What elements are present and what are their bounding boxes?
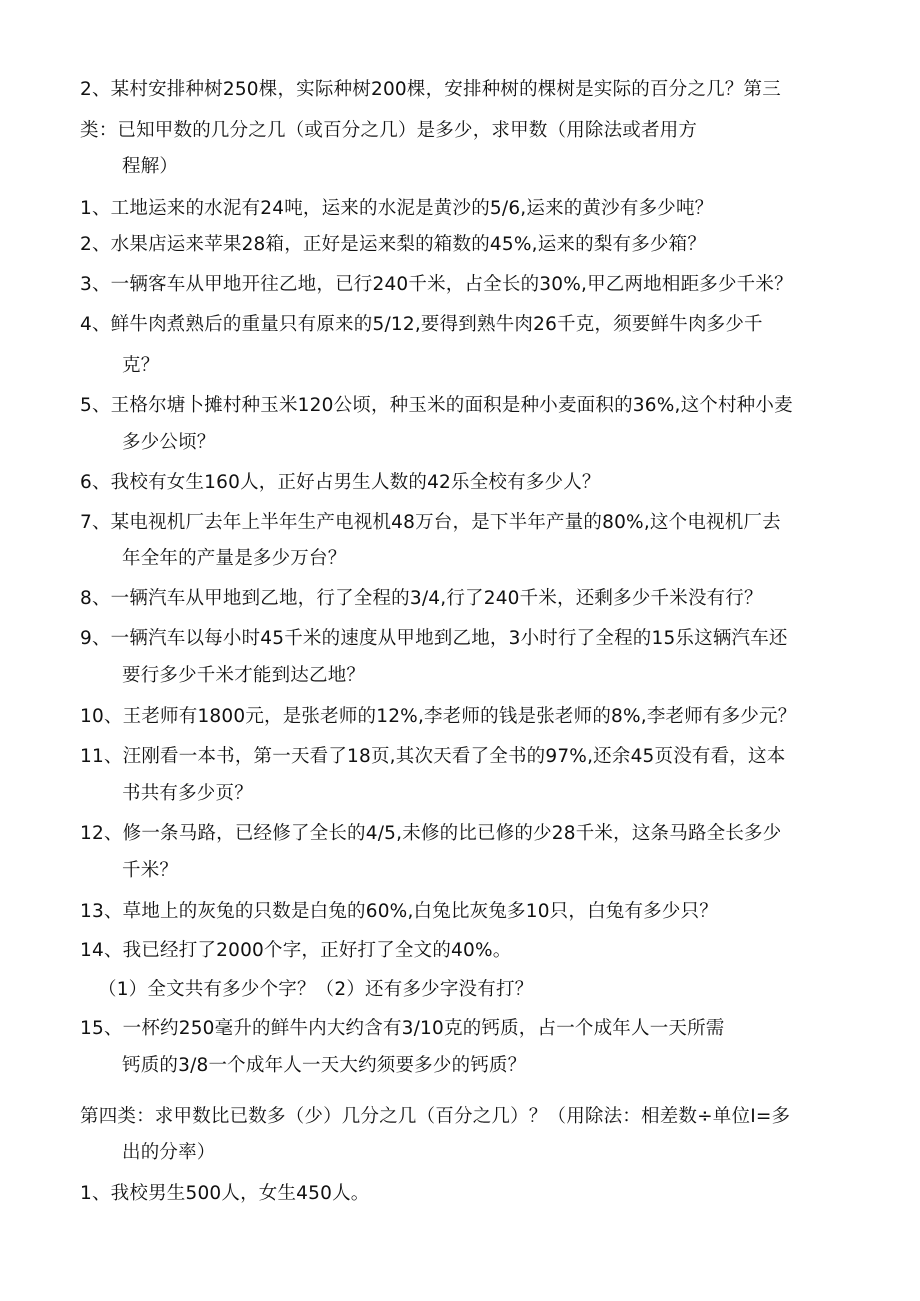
line-text: 出的分率）: [122, 1142, 216, 1163]
problem-line: [80, 1182, 370, 1206]
problem-line: [80, 627, 788, 651]
problem-line: [98, 978, 533, 1002]
problem-line: [80, 1017, 725, 1041]
line-text: 8、一辆汽车从甲地到乙地，行了全程的3/4,行了240千米，还剩多少千米没有行？: [80, 588, 763, 609]
line-text: 15、一杯约250毫升的鲜牛内大约含有3/10克的钙质，占一个成年人一天所需: [80, 1018, 725, 1039]
problem-line: [80, 313, 763, 337]
problem-line: [80, 471, 601, 495]
line-text: 7、某电视机厂去年上半年生产电视机48万台，是下半年产量的80%,这个电视机厂去: [80, 512, 781, 533]
problem-line: [80, 233, 706, 257]
line-text: 要行多少千米才能到达乙地？: [122, 665, 366, 686]
problem-line: [80, 587, 763, 611]
line-text: 钙质的3/8一个成年人一天大约须要多少的钙质？: [122, 1055, 527, 1076]
line-text: 书共有多少页？: [122, 783, 253, 804]
problem-line: [80, 745, 785, 769]
line-text: 11、汪刚看一本书，第一天看了18页,其次天看了全书的97%,还余45页没有看，这本: [80, 746, 786, 767]
line-text: 2、水果店运来苹果28箱，正好是运来梨的箱数的45%,运来的梨有多少箱？: [80, 234, 707, 255]
problem-line: [122, 547, 346, 571]
line-text: 9、一辆汽车以每小时45千米的速度从甲地到乙地，3小时行了全程的15乐这辆汽车还: [80, 628, 788, 649]
line-text: 2、某村安排种树250棵，实际种树200棵，安排种树的棵树是实际的百分之几？第三: [80, 79, 781, 100]
line-text: （1）全文共有多少个字？（2）还有多少字没有打？: [98, 979, 534, 1000]
line-text: 第四类：求甲数比已数多（少）几分之几（百分之几）？（用除法：相差数÷单位I=多: [80, 1106, 791, 1127]
line-text: 13、草地上的灰兔的只数是白兔的60%,白兔比灰兔多10只，白兔有多少只？: [80, 901, 718, 922]
problem-line: [80, 705, 796, 729]
problem-line: [80, 511, 781, 535]
line-text: 5、王格尔塘卜摊村种玉米120公顷，种玉米的面积是种小麦面积的36%,这个村种小麦: [80, 395, 793, 416]
section-heading: [80, 1105, 790, 1129]
line-text: 1、工地运来的水泥有24吨，运来的水泥是黄沙的5/6,运来的黄沙有多少吨？: [80, 198, 714, 219]
problem-line: [80, 78, 781, 102]
line-text: 千米？: [122, 860, 179, 881]
line-text: 12、修一条马路，已经修了全长的4/5,未修的比已修的少28千米，这条马路全长多少: [80, 823, 782, 844]
line-text: 程解）: [122, 156, 179, 177]
problem-line: [80, 394, 793, 418]
problem-line: [80, 197, 713, 221]
line-text: 4、鲜牛肉煮熟后的重量只有原来的5/12,要得到熟牛肉26千克，须要鲜牛肉多少千: [80, 314, 763, 335]
problem-line: [80, 900, 718, 924]
line-text: 3、一辆客车从甲地开往乙地，已行240千米，占全长的30%,甲乙两地相距多少千米？: [80, 274, 793, 295]
section-heading: [122, 1141, 216, 1165]
problem-line: [122, 664, 365, 688]
problem-line: [80, 822, 781, 846]
problem-line: [80, 939, 511, 963]
problem-line: [122, 354, 159, 378]
problem-line: [122, 431, 216, 455]
problem-line: [80, 119, 697, 143]
line-text: 多少公顷？: [122, 432, 216, 453]
line-text: 类：已知甲数的几分之几（或百分之几）是多少，求甲数（用除法或者用方: [80, 120, 698, 141]
line-text: 年全年的产量是多少万台？: [122, 548, 347, 569]
problem-line: [122, 859, 178, 883]
problem-line: [122, 782, 253, 806]
line-text: 6、我校有女生160人，正好占男生人数的42乐全校有多少人？: [80, 472, 601, 493]
problem-line: [80, 273, 793, 297]
problem-line: [122, 1054, 526, 1078]
line-text: 克？: [122, 355, 160, 376]
line-text: 14、我已经打了2000个字，正好打了全文的40%。: [80, 940, 512, 961]
line-text: 10、王老师有1800元，是张老师的12%,李老师的钱是张老师的8%,李老师有多少元？: [80, 706, 797, 727]
line-text: 1、我校男生500人，女生450人。: [80, 1183, 370, 1204]
problem-line: [122, 155, 178, 179]
